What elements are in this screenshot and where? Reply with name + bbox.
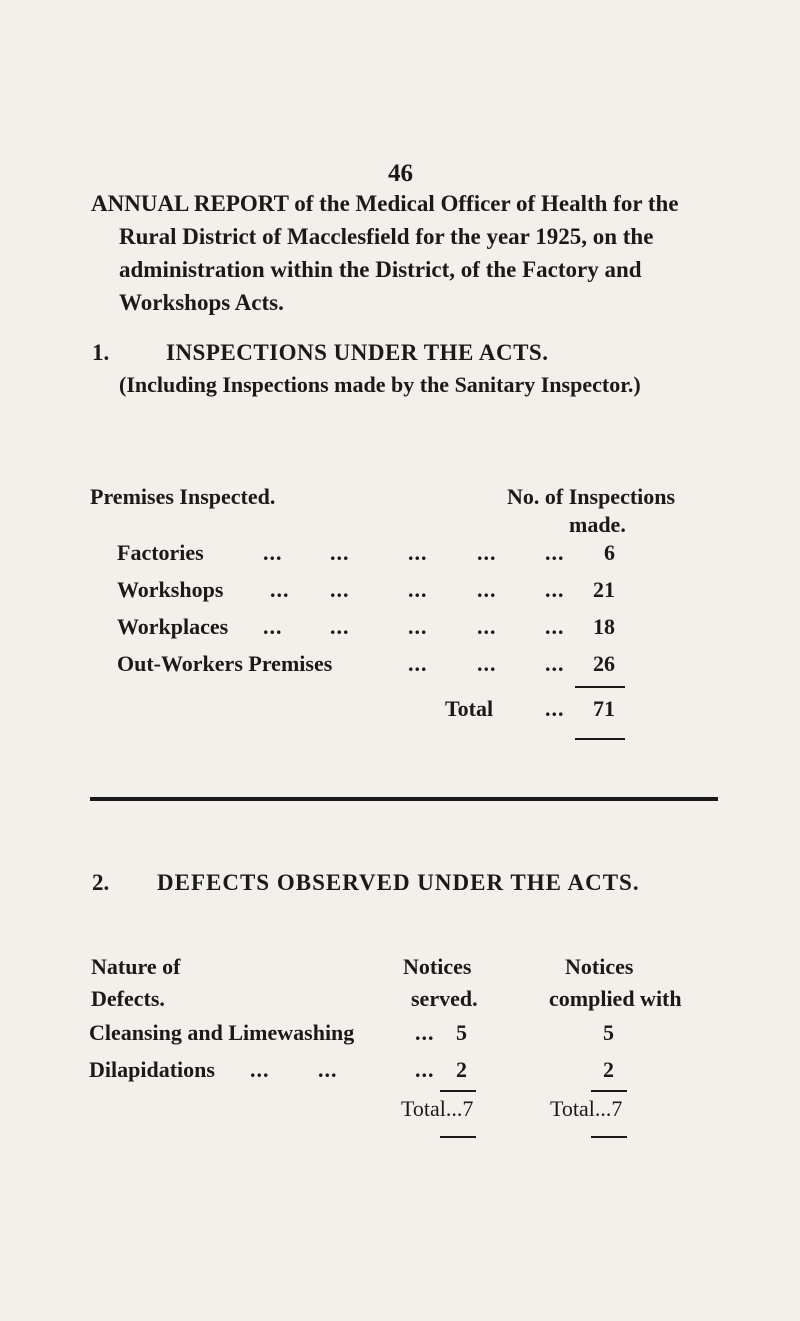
leader-dots: ... bbox=[545, 577, 565, 602]
leader-dots: ... bbox=[270, 577, 290, 602]
intro-line: administration within the District, of the Factory and bbox=[119, 257, 642, 282]
table-row-value: 26 bbox=[593, 651, 615, 676]
total-rule bbox=[575, 686, 625, 688]
defect-row-label: Dilapidations bbox=[89, 1057, 215, 1082]
complied-total-underline bbox=[591, 1136, 627, 1138]
leader-dots: ... bbox=[263, 614, 283, 639]
defect-row-complied: 5 bbox=[603, 1020, 614, 1045]
section-1-title: INSPECTIONS UNDER THE ACTS. bbox=[166, 340, 549, 365]
total-underline bbox=[575, 738, 625, 740]
leader-dots: ... bbox=[330, 540, 350, 565]
section-2-number: 2. bbox=[92, 870, 110, 895]
defect-row-served: 2 bbox=[456, 1057, 467, 1082]
total-value: 71 bbox=[593, 696, 615, 721]
leader-dots: ... bbox=[263, 540, 283, 565]
total-label: Total bbox=[445, 696, 494, 721]
intro-line: Workshops Acts. bbox=[119, 290, 284, 315]
leader-dots: ... bbox=[415, 1020, 435, 1045]
leader-dots: ... bbox=[318, 1057, 338, 1082]
complied-column-header-2: complied with bbox=[549, 986, 682, 1011]
served-total-underline bbox=[440, 1136, 476, 1138]
leader-dots: ... bbox=[477, 651, 497, 676]
complied-total: Total...7 bbox=[550, 1096, 623, 1121]
table-row-label: Workshops bbox=[117, 577, 224, 602]
served-total: Total...7 bbox=[401, 1096, 474, 1121]
leader-dots: ... bbox=[545, 540, 565, 565]
table-row-value: 18 bbox=[593, 614, 615, 639]
leader-dots: ... bbox=[408, 651, 428, 676]
served-column-header: Notices bbox=[403, 954, 472, 979]
inspections-column-header-2: made. bbox=[569, 512, 626, 537]
served-total-rule bbox=[440, 1090, 476, 1092]
leader-dots: ... bbox=[250, 1057, 270, 1082]
nature-column-header: Nature of bbox=[91, 954, 181, 979]
table-row-label: Workplaces bbox=[117, 614, 229, 639]
defect-row-complied: 2 bbox=[603, 1057, 614, 1082]
leader-dots: ... bbox=[477, 577, 497, 602]
section-divider bbox=[90, 797, 718, 801]
complied-total-rule bbox=[591, 1090, 627, 1092]
premises-column-header: Premises Inspected. bbox=[90, 484, 276, 509]
leader-dots: ... bbox=[408, 614, 428, 639]
table-row-label: Out-Workers Premises bbox=[117, 651, 333, 676]
table-row-value: 6 bbox=[604, 540, 615, 565]
leader-dots: ... bbox=[477, 540, 497, 565]
leader-dots: ... bbox=[477, 614, 497, 639]
intro-line: ANNUAL REPORT of the Medical Officer of Health for the bbox=[91, 191, 679, 216]
defect-row-served: 5 bbox=[456, 1020, 467, 1045]
leader-dots: ... bbox=[330, 614, 350, 639]
leader-dots: ... bbox=[545, 614, 565, 639]
leader-dots: ... bbox=[415, 1057, 435, 1082]
section-1-subtitle: (Including Inspections made by the Sanitary Inspector.) bbox=[119, 372, 641, 397]
leader-dots: ... bbox=[330, 577, 350, 602]
inspections-column-header: No. of Inspections bbox=[507, 484, 676, 509]
table-row-label: Factories bbox=[117, 540, 204, 565]
complied-column-header: Notices bbox=[565, 954, 634, 979]
section-1-number: 1. bbox=[92, 340, 110, 365]
report-intro bbox=[91, 187, 731, 319]
section-2-title: DEFECTS OBSERVED UNDER THE ACTS. bbox=[157, 870, 640, 895]
intro-line: Rural District of Macclesfield for the year 1925, on the bbox=[119, 224, 654, 249]
page-number: 46 bbox=[388, 160, 413, 187]
served-column-header-2: served. bbox=[411, 986, 478, 1011]
leader-dots: ... bbox=[408, 577, 428, 602]
leader-dots: ... bbox=[545, 696, 565, 721]
defect-row-label: Cleansing and Limewashing bbox=[89, 1020, 355, 1045]
table-row-value: 21 bbox=[593, 577, 615, 602]
nature-column-header-2: Defects. bbox=[91, 986, 165, 1011]
leader-dots: ... bbox=[408, 540, 428, 565]
leader-dots: ... bbox=[545, 651, 565, 676]
